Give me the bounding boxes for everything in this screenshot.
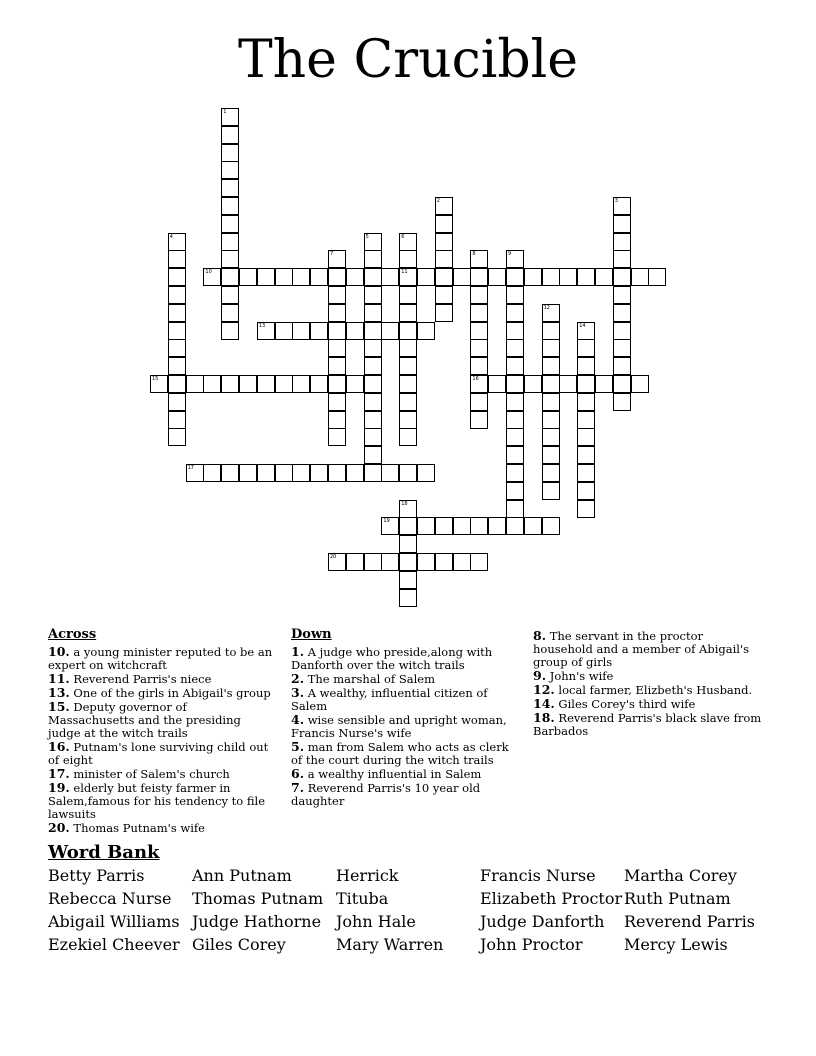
clue-11: 11. Reverend Parris's niece — [48, 671, 212, 686]
word-bank-item: Thomas Putnam — [192, 889, 324, 908]
grid-cell[interactable] — [595, 375, 613, 393]
grid-cell[interactable] — [506, 446, 524, 464]
grid-cell[interactable] — [328, 304, 346, 322]
grid-cell[interactable] — [399, 322, 417, 340]
word-bank-item: Martha Corey — [624, 866, 737, 885]
grid-cell[interactable] — [364, 322, 382, 340]
grid-cell[interactable] — [470, 304, 488, 322]
grid-cell[interactable] — [577, 393, 595, 411]
grid-cell[interactable] — [364, 357, 382, 375]
grid-cell[interactable] — [399, 393, 417, 411]
down-heading: Down — [291, 627, 332, 642]
grid-cell[interactable] — [221, 268, 239, 286]
grid-cell[interactable] — [470, 553, 488, 571]
grid-cell[interactable] — [381, 517, 399, 535]
grid-cell[interactable] — [239, 375, 257, 393]
grid-cell[interactable] — [221, 250, 239, 268]
grid-cell[interactable] — [542, 357, 560, 375]
grid-cell[interactable] — [613, 322, 631, 340]
grid-cell[interactable] — [328, 428, 346, 446]
grid-cell[interactable] — [470, 268, 488, 286]
grid-cell[interactable] — [399, 500, 417, 518]
word-bank-item: Francis Nurse — [480, 866, 596, 885]
grid-cell[interactable] — [275, 268, 293, 286]
grid-cell[interactable] — [168, 250, 186, 268]
clue-number-label: 6 — [401, 233, 405, 240]
grid-cell[interactable] — [168, 357, 186, 375]
grid-cell[interactable] — [381, 464, 399, 482]
grid-cell[interactable] — [470, 286, 488, 304]
word-bank-item: Ann Putnam — [192, 866, 292, 885]
grid-cell[interactable] — [613, 304, 631, 322]
clue-14: 14. Giles Corey's third wife — [533, 696, 696, 711]
grid-cell[interactable] — [364, 393, 382, 411]
grid-cell[interactable] — [364, 250, 382, 268]
grid-cell[interactable] — [346, 375, 364, 393]
grid-cell[interactable] — [168, 286, 186, 304]
puzzle-title: The Crucible — [237, 30, 579, 90]
grid-cell[interactable] — [364, 464, 382, 482]
grid-cell[interactable] — [221, 464, 239, 482]
grid-cell[interactable] — [399, 571, 417, 589]
grid-cell[interactable] — [150, 375, 168, 393]
grid-cell[interactable] — [221, 286, 239, 304]
grid-cell[interactable] — [399, 464, 417, 482]
word-bank-item: Ruth Putnam — [624, 889, 731, 908]
word-bank-item: Judge Danforth — [480, 912, 605, 931]
clue-10: 10. a young minister reputed to be an expert on witchcraft — [48, 644, 273, 672]
grid-cell[interactable] — [221, 304, 239, 322]
clue-number-label: 8 — [472, 251, 476, 258]
grid-cell[interactable] — [186, 464, 204, 482]
grid-cell[interactable] — [417, 517, 435, 535]
grid-cell[interactable] — [399, 375, 417, 393]
grid-cell[interactable] — [613, 357, 631, 375]
grid-cell[interactable] — [524, 375, 542, 393]
word-bank-item: Giles Corey — [192, 935, 286, 954]
word-bank-item: Tituba — [336, 889, 389, 908]
grid-cell[interactable] — [435, 553, 453, 571]
grid-cell[interactable] — [453, 268, 471, 286]
grid-cell[interactable] — [577, 339, 595, 357]
grid-cell[interactable] — [577, 428, 595, 446]
grid-cell[interactable] — [559, 268, 577, 286]
grid-cell[interactable] — [364, 375, 382, 393]
grid-cell[interactable] — [186, 375, 204, 393]
clue-number-label: 2 — [436, 198, 440, 204]
grid-cell[interactable] — [542, 322, 560, 340]
grid-cell[interactable] — [470, 322, 488, 340]
clue-17: 17. minister of Salem's church — [48, 766, 230, 781]
grid-cell[interactable] — [328, 339, 346, 357]
grid-cell[interactable] — [292, 375, 310, 393]
grid-cell[interactable] — [542, 304, 560, 322]
word-bank — [48, 866, 768, 962]
grid-cell[interactable] — [613, 268, 631, 286]
grid-cell[interactable] — [221, 375, 239, 393]
grid-cell[interactable] — [577, 446, 595, 464]
clue-6: 6. a wealthy influential in Salem — [291, 766, 482, 781]
clue-number-label: 15 — [152, 376, 159, 382]
grid-cell[interactable] — [168, 411, 186, 429]
clue-2: 2. The marshal of Salem — [291, 671, 435, 686]
word-bank-item: Abigail Williams — [48, 912, 180, 931]
grid-cell[interactable] — [470, 339, 488, 357]
grid-cell[interactable] — [328, 250, 346, 268]
grid-cell[interactable] — [399, 304, 417, 322]
clue-19: 19. elderly but feisty farmer in Salem,famous for his tendency to file lawsuits — [48, 780, 266, 821]
grid-cell[interactable] — [488, 375, 506, 393]
clue-number-label: 18 — [401, 500, 408, 507]
clue-number-label: 14 — [579, 322, 586, 329]
grid-cell[interactable] — [292, 268, 310, 286]
grid-cell[interactable] — [470, 375, 488, 393]
word-bank-item: John Hale — [336, 912, 416, 931]
grid-cell[interactable] — [506, 268, 524, 286]
grid-cell[interactable] — [346, 553, 364, 571]
grid-cell[interactable] — [435, 286, 453, 304]
grid-cell[interactable] — [435, 233, 453, 251]
grid-cell[interactable] — [577, 482, 595, 500]
grid-cell[interactable] — [203, 464, 221, 482]
grid-cell[interactable] — [470, 517, 488, 535]
grid-cell[interactable] — [364, 304, 382, 322]
grid-cell[interactable] — [221, 233, 239, 251]
grid-cell[interactable] — [417, 268, 435, 286]
clue-12: 12. local farmer, Elizbeth's Husband. — [533, 682, 753, 697]
grid-cell[interactable] — [488, 517, 506, 535]
grid-cell[interactable] — [648, 268, 666, 286]
grid-cell[interactable] — [328, 393, 346, 411]
grid-cell[interactable] — [559, 375, 577, 393]
grid-cell[interactable] — [542, 428, 560, 446]
grid-cell[interactable] — [435, 304, 453, 322]
grid-cell[interactable] — [328, 375, 346, 393]
grid-cell[interactable] — [221, 215, 239, 233]
clue-20: 20. Thomas Putnam's wife — [48, 820, 205, 835]
grid-cell[interactable] — [168, 375, 186, 393]
grid-cell[interactable] — [417, 464, 435, 482]
grid-cell[interactable] — [310, 268, 328, 286]
grid-cell[interactable] — [524, 268, 542, 286]
grid-cell[interactable] — [221, 197, 239, 215]
grid-cell[interactable] — [292, 322, 310, 340]
grid-cell[interactable] — [506, 482, 524, 500]
down-clues-continued — [533, 629, 765, 738]
grid-cell[interactable] — [257, 268, 275, 286]
grid-cell[interactable] — [506, 393, 524, 411]
grid-cell[interactable] — [542, 339, 560, 357]
grid-cell[interactable] — [275, 322, 293, 340]
grid-cell[interactable] — [631, 375, 649, 393]
grid-cell[interactable] — [239, 268, 257, 286]
grid-cell[interactable] — [399, 357, 417, 375]
grid-cell[interactable] — [470, 357, 488, 375]
grid-cell[interactable] — [399, 268, 417, 286]
clue-5: 5. man from Salem who acts as clerk of the court during the witch trails — [291, 739, 509, 767]
grid-cell[interactable] — [275, 375, 293, 393]
word-bank-item: Elizabeth Proctor — [480, 889, 623, 908]
grid-cell[interactable] — [613, 339, 631, 357]
grid-cell[interactable] — [613, 250, 631, 268]
word-bank-item: Herrick — [336, 866, 399, 885]
grid-cell[interactable] — [328, 411, 346, 429]
grid-cell[interactable] — [506, 322, 524, 340]
grid-cell[interactable] — [470, 250, 488, 268]
grid-cell[interactable] — [435, 268, 453, 286]
grid-cell[interactable] — [506, 250, 524, 268]
grid-cell[interactable] — [453, 553, 471, 571]
clue-15: 15. Deputy governor of Massachusetts and the presiding judge at the witch trails — [48, 699, 241, 740]
grid-cell[interactable] — [506, 357, 524, 375]
grid-cell[interactable] — [577, 268, 595, 286]
grid-cell[interactable] — [328, 357, 346, 375]
clue-number-label: 7 — [330, 251, 334, 258]
grid-cell[interactable] — [203, 375, 221, 393]
grid-cell[interactable] — [221, 161, 239, 179]
clue-number-label: 11 — [401, 269, 408, 276]
grid-cell[interactable] — [239, 464, 257, 482]
grid-cell[interactable] — [542, 482, 560, 500]
grid-cell[interactable] — [221, 126, 239, 144]
grid-cell[interactable] — [613, 233, 631, 251]
grid-cell[interactable] — [168, 304, 186, 322]
clue-4: 4. wise sensible and upright woman, Francis Nurse's wife — [291, 712, 507, 740]
grid-cell[interactable] — [506, 375, 524, 393]
grid-cell[interactable] — [577, 375, 595, 393]
grid-cell[interactable] — [257, 464, 275, 482]
grid-cell[interactable] — [221, 108, 239, 126]
grid-cell[interactable] — [506, 428, 524, 446]
grid-cell[interactable] — [577, 322, 595, 340]
grid-cell[interactable] — [364, 428, 382, 446]
clue-18: 18. Reverend Parris's black slave from Barbados — [533, 710, 762, 738]
grid-cell[interactable] — [613, 286, 631, 304]
grid-cell[interactable] — [631, 268, 649, 286]
grid-cell[interactable] — [346, 268, 364, 286]
grid-cell[interactable] — [577, 411, 595, 429]
word-bank-item: Ezekiel Cheever — [48, 935, 180, 954]
grid-cell[interactable] — [168, 428, 186, 446]
clue-3: 3. A wealthy, influential citizen of Salem — [291, 685, 488, 713]
grid-cell[interactable] — [470, 393, 488, 411]
grid-cell[interactable] — [221, 322, 239, 340]
grid-cell[interactable] — [577, 357, 595, 375]
grid-cell[interactable] — [203, 268, 221, 286]
grid-cell[interactable] — [328, 553, 346, 571]
grid-cell[interactable] — [168, 233, 186, 251]
grid-cell[interactable] — [506, 286, 524, 304]
grid-cell[interactable] — [613, 375, 631, 393]
grid-cell[interactable] — [417, 322, 435, 340]
grid-cell[interactable] — [346, 464, 364, 482]
grid-cell[interactable] — [542, 393, 560, 411]
grid-cell[interactable] — [577, 500, 595, 518]
grid-cell[interactable] — [168, 322, 186, 340]
grid-cell[interactable] — [168, 339, 186, 357]
grid-cell[interactable] — [506, 464, 524, 482]
grid-cell[interactable] — [542, 268, 560, 286]
grid-cell[interactable] — [381, 322, 399, 340]
grid-cell[interactable] — [613, 393, 631, 411]
across-heading: Across — [48, 627, 97, 642]
clue-number-label: 3 — [614, 198, 618, 204]
grid-cell[interactable] — [595, 268, 613, 286]
grid-cell[interactable] — [417, 553, 435, 571]
grid-cell[interactable] — [346, 322, 364, 340]
grid-cell[interactable] — [488, 268, 506, 286]
word-bank-item: Rebecca Nurse — [48, 889, 172, 908]
clue-number-label: 1 — [223, 109, 227, 115]
down-clues — [291, 628, 519, 808]
grid-cell[interactable] — [399, 589, 417, 607]
grid-cell[interactable] — [310, 322, 328, 340]
clue-number-label: 16 — [472, 376, 479, 382]
grid-cell[interactable] — [399, 553, 417, 571]
word-bank-title: Word Bank — [48, 842, 160, 863]
clue-number-label: 12 — [543, 304, 550, 311]
grid-cell[interactable] — [292, 464, 310, 482]
grid-cell[interactable] — [364, 446, 382, 464]
grid-cell[interactable] — [275, 464, 293, 482]
clue-number-label: 9 — [508, 251, 512, 258]
grid-cell[interactable] — [328, 268, 346, 286]
grid-cell[interactable] — [506, 411, 524, 429]
grid-cell[interactable] — [364, 286, 382, 304]
clue-1: 1. A judge who preside,along with Danforth over the witch trails — [291, 644, 493, 672]
grid-cell[interactable] — [399, 233, 417, 251]
clue-number-label: 13 — [258, 322, 266, 329]
grid-cell[interactable] — [381, 553, 399, 571]
grid-cell[interactable] — [399, 286, 417, 304]
grid-cell[interactable] — [328, 322, 346, 340]
grid-cell[interactable] — [435, 215, 453, 233]
grid-cell[interactable] — [381, 268, 399, 286]
grid-cell[interactable] — [506, 304, 524, 322]
grid-cell[interactable] — [399, 535, 417, 553]
clue-number-label: 4 — [169, 233, 173, 240]
grid-cell[interactable] — [364, 233, 382, 251]
grid-cell[interactable] — [613, 197, 631, 215]
grid-cell[interactable] — [310, 464, 328, 482]
grid-cell[interactable] — [542, 464, 560, 482]
grid-cell[interactable] — [328, 464, 346, 482]
grid-cell[interactable] — [506, 517, 524, 535]
grid-cell[interactable] — [364, 339, 382, 357]
clue-7: 7. Reverend Parris's 10 year old daughter — [291, 780, 481, 808]
grid-cell[interactable] — [577, 464, 595, 482]
grid-cell[interactable] — [168, 268, 186, 286]
grid-cell[interactable] — [364, 553, 382, 571]
word-bank-item: Mary Warren — [336, 935, 444, 954]
grid-cell[interactable] — [506, 500, 524, 518]
clue-number-label: 17 — [187, 465, 194, 471]
grid-cell[interactable] — [542, 375, 560, 393]
clue-13: 13. One of the girls in Abigail's group — [48, 685, 271, 700]
grid-cell[interactable] — [399, 517, 417, 535]
grid-cell[interactable] — [399, 339, 417, 357]
clue-number-label: 19 — [383, 518, 390, 525]
grid-cell[interactable] — [399, 411, 417, 429]
across-clues — [48, 628, 276, 835]
grid-cell[interactable] — [453, 517, 471, 535]
grid-cell[interactable] — [435, 517, 453, 535]
grid-cell[interactable] — [435, 197, 453, 215]
word-bank-item: Reverend Parris — [624, 912, 755, 931]
grid-cell[interactable] — [399, 250, 417, 268]
grid-cell[interactable] — [310, 375, 328, 393]
grid-cell[interactable] — [399, 428, 417, 446]
clue-number-label: 20 — [330, 554, 337, 560]
clue-8: 8. The servant in the proctor household and a member of Abigail's group of girls — [533, 628, 750, 669]
grid-cell[interactable] — [221, 179, 239, 197]
grid-cell[interactable] — [470, 411, 488, 429]
word-bank-item: Betty Parris — [48, 866, 145, 885]
grid-cell[interactable] — [435, 250, 453, 268]
grid-cell[interactable] — [221, 144, 239, 162]
word-bank-item: Mercy Lewis — [624, 935, 728, 954]
word-bank-item: John Proctor — [480, 935, 583, 954]
grid-cell[interactable] — [364, 411, 382, 429]
grid-cell[interactable] — [542, 446, 560, 464]
grid-cell[interactable] — [542, 411, 560, 429]
grid-cell[interactable] — [613, 215, 631, 233]
grid-cell[interactable] — [257, 322, 275, 340]
grid-cell[interactable] — [257, 375, 275, 393]
word-bank-item: Judge Hathorne — [192, 912, 322, 931]
grid-cell[interactable] — [506, 339, 524, 357]
grid-cell[interactable] — [364, 268, 382, 286]
grid-cell[interactable] — [542, 517, 560, 535]
clue-number-label: 10 — [205, 269, 212, 276]
clue-number-label: 5 — [365, 233, 369, 240]
grid-cell[interactable] — [524, 517, 542, 535]
grid-cell[interactable] — [168, 393, 186, 411]
clue-16: 16. Putnam's lone surviving child out of eight — [48, 739, 269, 767]
grid-cell[interactable] — [328, 286, 346, 304]
clue-9: 9. John's wife — [533, 668, 614, 683]
